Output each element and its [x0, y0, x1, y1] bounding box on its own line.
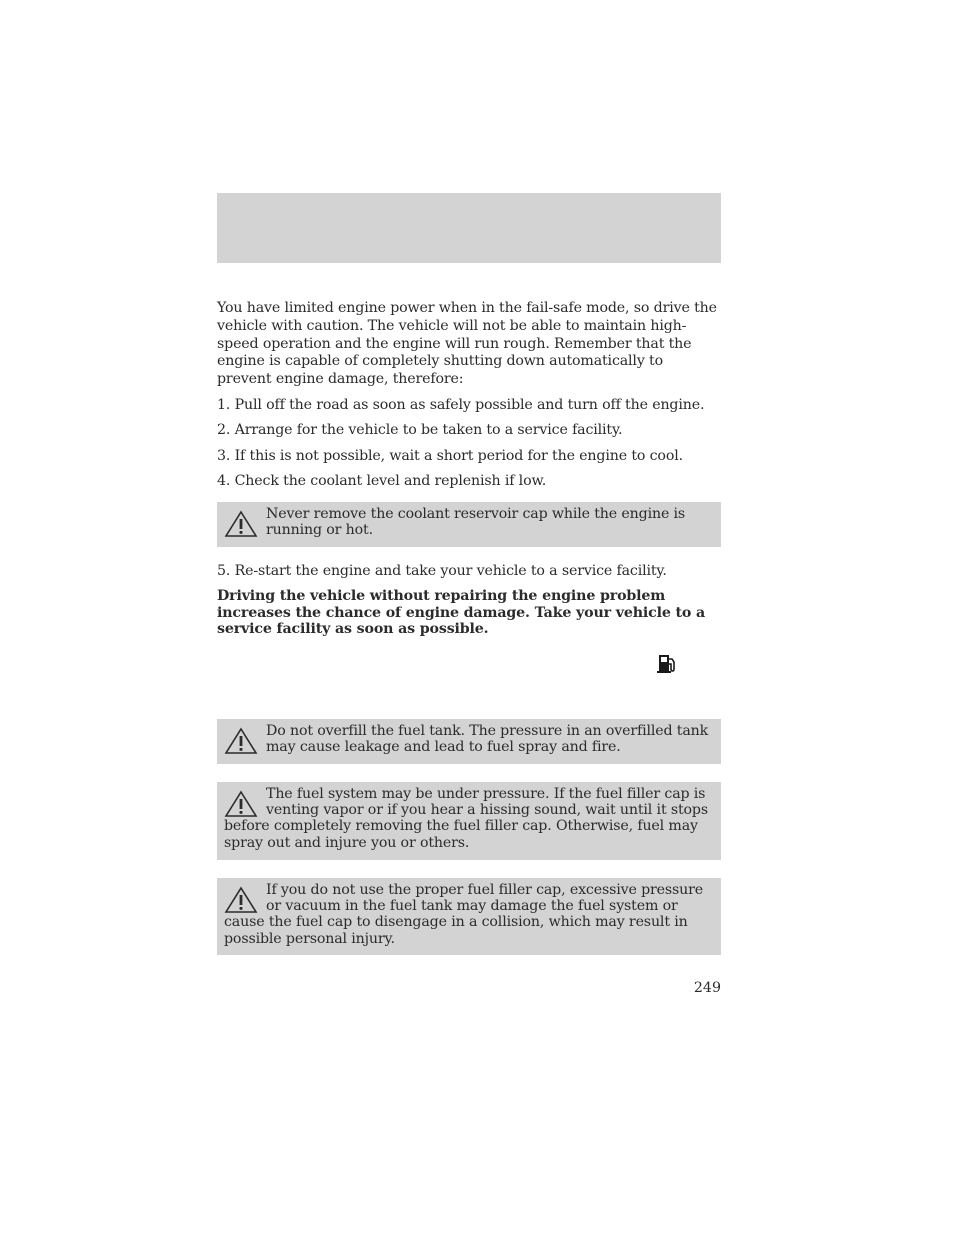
coolant-warning-box [217, 502, 721, 547]
pressure-warning-text: The fuel system may be under pressure. If the fuel filler cap is venting vapor or if you hear a hissing sound, wait until it stops before completely removing the fuel filler cap. Otherwise, fuel may spray out and injure you or others. [224, 786, 708, 851]
header-band [217, 193, 721, 263]
filler-cap-warning-box [217, 878, 721, 955]
overfill-warning-box [217, 719, 721, 764]
warning-triangle-icon [224, 727, 258, 755]
filler-cap-warning-text: If you do not use the proper fuel filler cap, excessive pressure or vacuum in the fuel tank may damage the fuel system or cause the fuel cap to disengage in a collision, which may result in possible personal injury. [224, 882, 704, 947]
step-1: 1. Pull off the road as soon as safely possible and turn off the engine. [217, 396, 705, 413]
step-3: 3. If this is not possible, wait a short period for the engine to cool. [217, 447, 683, 464]
intro-paragraph: You have limited engine power when in the fail-safe mode, so drive the vehicle with caution. The vehicle will not be able to maintain high-speed operation and the engine will run rough. Remember that the engine is capable of completely shutting down automatically to prevent engine damage, therefore: [217, 300, 717, 388]
warning-triangle-icon [224, 510, 258, 538]
page-number: 249 [693, 980, 721, 996]
coolant-warning-text: Never remove the coolant reservoir cap while the engine is running or hot. [266, 505, 686, 538]
overfill-warning-text: Do not overfill the fuel tank. The pressure in an overfilled tank may cause leakage and lead to fuel spray and fire. [266, 723, 709, 756]
step-2: 2. Arrange for the vehicle to be taken to a service facility. [217, 422, 623, 439]
step-4: 4. Check the coolant level and replenish if low. [217, 472, 547, 489]
pressure-warning-box [217, 782, 721, 860]
page-content [217, 300, 721, 955]
bold-notice: Driving the vehicle without repairing the engine problem increases the chance of engine damage. Take your vehicle to a service facility as soon as possible. [217, 588, 706, 637]
fuel-pump-icon [656, 652, 678, 674]
step-5: 5. Re-start the engine and take your vehicle to a service facility. [217, 562, 667, 579]
warning-triangle-icon [224, 886, 258, 914]
warning-triangle-icon [224, 790, 258, 818]
